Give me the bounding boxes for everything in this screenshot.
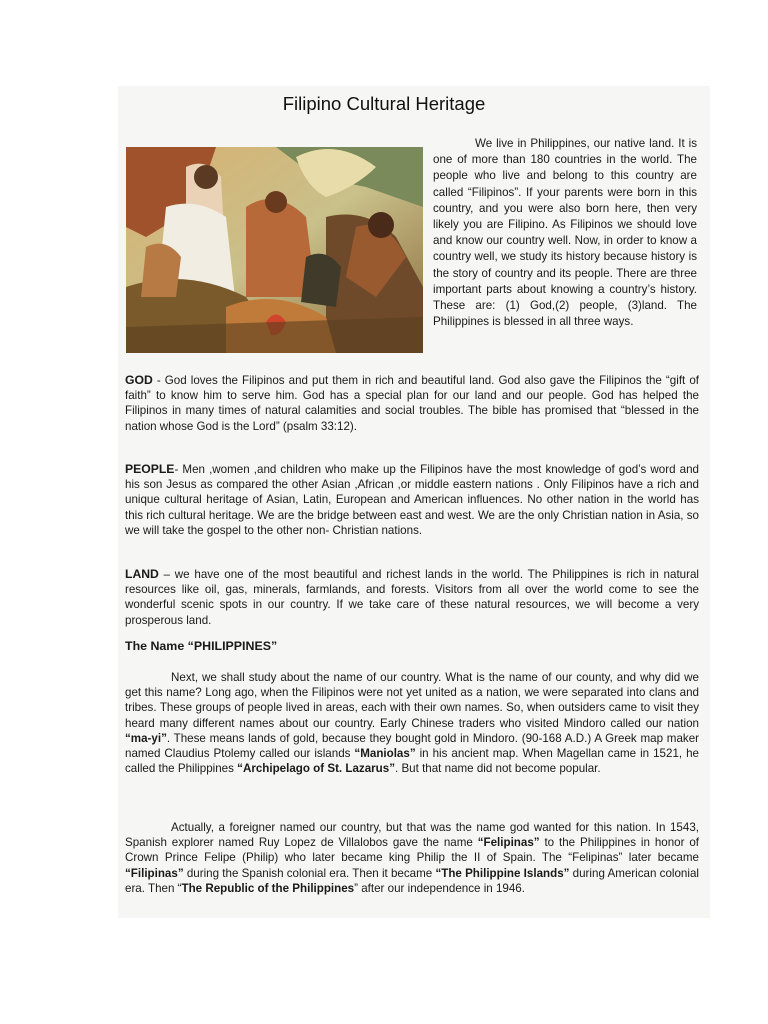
- land-paragraph: LAND – we have one of the most beautiful and richest lands in the world. The Philippines is rich in natural resources like oil, gas, minerals, farmlands, and forests. Visitors from all over the world come to see the wonderful scenic spots in our country. If we take care of these natural resources, we will become a very prosperous land.: [125, 567, 699, 627]
- mural-painting-image: [126, 147, 423, 353]
- people-lead: PEOPLE: [125, 462, 175, 476]
- section-heading: The Name “PHILIPPINES”: [125, 639, 278, 653]
- name-paragraph-2: Actually, a foreigner named our country, but that was the name god wanted for this nation. In 1543, Spanish explorer named Ruy Lopez de Villalobos gave the name “Felipinas” to the Philippines in honor of Crown Prince Felipe (Philip) who later became king Philip the II of Spain. The “Felipinas” later became “Filipinas” during the Spanish colonial era. Then it became “The Philippine Islands” during American colonial era. Then “The Republic of the Philippines” after our independence in 1946.: [125, 821, 700, 895]
- intro-paragraph: We live in Philippines, our native land. It is one of more than 180 countries in the world. The people who live and belong to this country are called “Filipinos”. If your parents were born in this country, and you were also born here, then very likely you are Filipino. As Filipinos we should love and know our country well. Now, in order to know a country well, we study its history because history is the story of country and its people. There are three important parts about knowing a country’s history. These are: (1) God,(2) people, (3)land. The Philippines is blessed in all three ways.: [433, 137, 697, 329]
- name-paragraph-1: Next, we shall study about the name of our country. What is the name of our county, and why did we get this name? Long ago, when the Filipinos were not yet united as a nation, we were separated into clans and tribes. These groups of people lived in areas, each with their own names. So, when outsiders came to visit they heard many different names about our country. Early Chinese traders who visited Mindoro called our nation “ma-yi”. These means lands of gold, because they bought gold in Mindoro. (90-168 A.D.) A Greek map maker named Claudius Ptolemy called our islands “Maniolas” in his ancient map. When Magellan came in 1521, he called the Philippines “Archipelago of St. Lazarus”. But that name did not become popular.: [125, 671, 699, 776]
- god-lead: GOD: [125, 373, 153, 387]
- people-paragraph: PEOPLE- Men ,women ,and children who make up the Filipinos have the most knowledge of god’s word and his son Jesus as compared the other Asian ,African ,or middle eastern nations . Only Filipinos have a rich and unique cultural heritage of Asian, Latin, European and American influences. No other nation in the world has this rich cultural heritage. We are the bridge between east and west. We are the only Christian nation in Asia, so we will take the gospel to the other non- Christian nations.: [125, 462, 699, 537]
- land-lead: LAND: [125, 567, 159, 581]
- page-title: Filipino Cultural Heritage: [282, 93, 486, 114]
- god-paragraph: GOD - God loves the Filipinos and put them in rich and beautiful land. God also gave the Filipinos the “gift of faith” to know him to serve him. God has a special plan for our land and our people. God has helped the Filipinos in many times of natural calamities and social troubles. The bible has promised that “blessed in the nation whose God is the Lord” (psalm 33:12).: [125, 373, 699, 433]
